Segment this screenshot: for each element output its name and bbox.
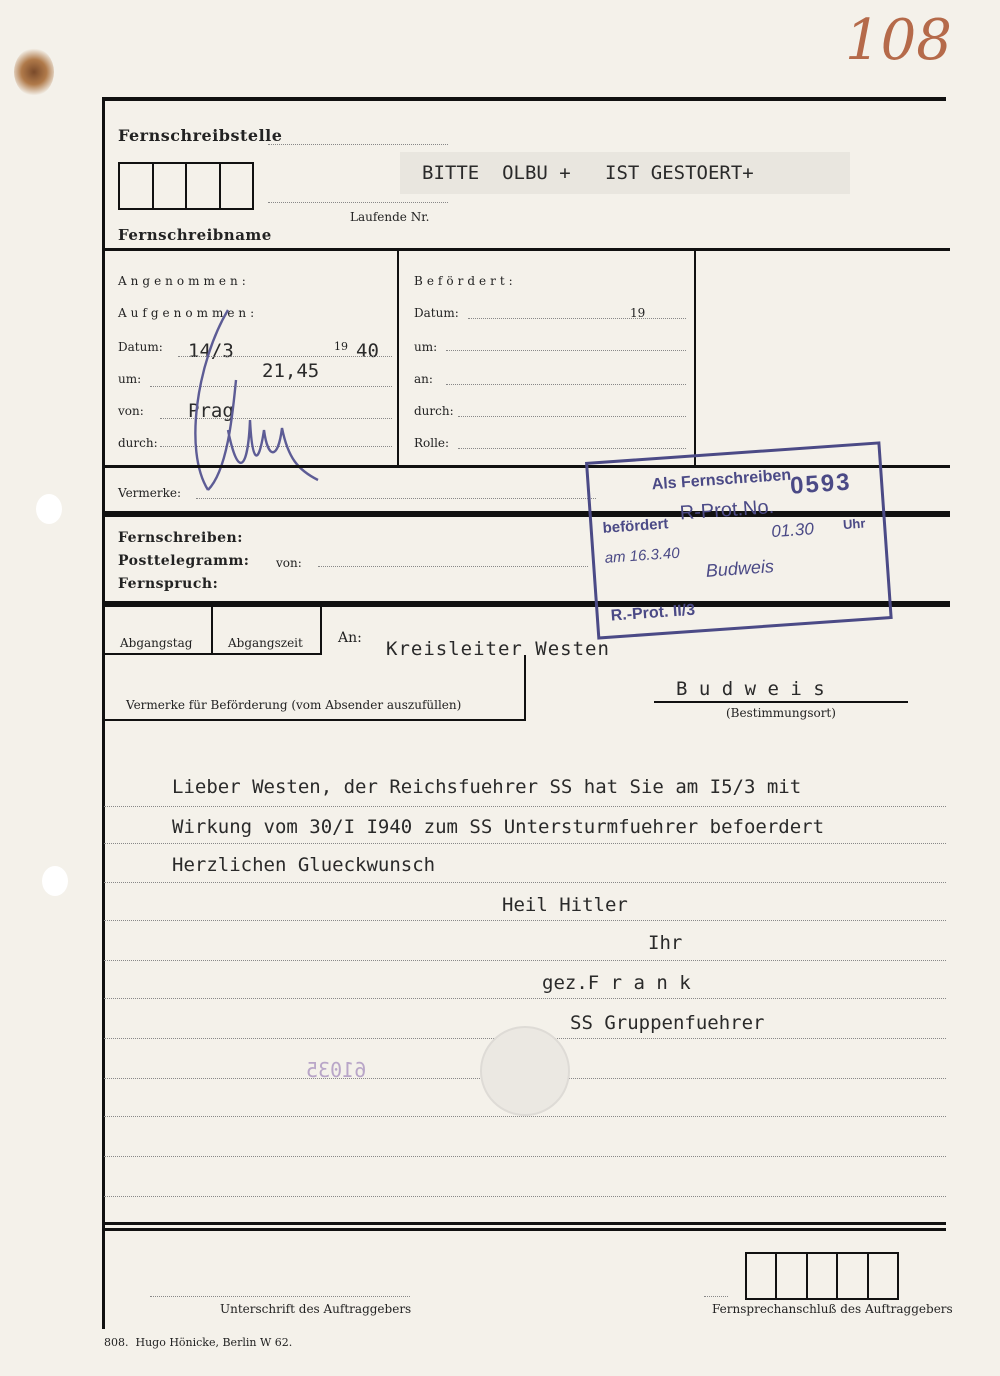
message-line-6: gez.F r a n k [542, 972, 691, 994]
received-title: Angenommen: [118, 274, 250, 288]
message-line-7: SS Gruppenfuehrer [570, 1012, 765, 1034]
time-label: um: [118, 372, 142, 386]
phone-type: Fernspruch: [118, 576, 219, 592]
message-line-3: Herzlichen Glueckwunsch [172, 854, 436, 876]
recorded-label: Aufgenommen: [118, 306, 259, 320]
recipient: Kreisleiter Westen [386, 638, 610, 660]
date-value: 14/3 [188, 340, 234, 362]
teletype-name-label: Fernschreibname [118, 226, 272, 244]
message-line-2: Wirkung vom 30/I I940 zum SS Untersturmfuehrer befoerdert [172, 816, 825, 838]
year-prefix: 19 [334, 340, 348, 353]
by-label: durch: [118, 436, 158, 450]
from-label: von: [118, 404, 144, 418]
signature-scribble [188, 300, 328, 500]
fwd-by-label: durch: [414, 404, 454, 418]
running-no-label: Laufende Nr. [350, 210, 430, 224]
phone-label: Fernsprechanschluß des Auftraggebers [712, 1302, 953, 1316]
fwd-year-prefix: 19 [630, 306, 646, 320]
station-label: Fernschreibstelle [118, 126, 283, 145]
fwd-time-label: um: [414, 340, 438, 354]
message-line-4: Heil Hitler [502, 894, 628, 916]
telegram-type: Posttelegramm: [118, 553, 250, 569]
telex-type: Fernschreiben: [118, 530, 243, 546]
destination-label: (Bestimmungsort) [726, 706, 836, 720]
message-line-1: Lieber Westen, der Reichsfuehrer SS hat Sie am I5/3 mit [172, 776, 802, 798]
punch-hole [36, 494, 62, 524]
mirrored-number: 61035 [306, 1058, 367, 1082]
forwarding-notes-label: Vermerke für Beförderung (vom Absender auszufüllen) [126, 698, 462, 712]
stain-mark [14, 48, 54, 96]
fwd-date-label: Datum: [414, 306, 459, 320]
year-value: 40 [356, 340, 379, 362]
destination: B u d w e i s [676, 678, 825, 700]
page-number: 108 [845, 8, 952, 73]
from-value: Prag [188, 400, 234, 422]
dispatch-to-label: An: [338, 630, 362, 646]
forwarding-stamp: Als Fernschreiben befördert R-Prot.No. 0593 am 16.3.40 01.30 Uhr Budweis R.-Prot. II/3 [585, 441, 893, 639]
types-from-label: von: [276, 556, 302, 570]
signature-label: Unterschrift des Auftraggebers [220, 1302, 412, 1316]
time-value: 21,45 [262, 360, 320, 382]
dispatch-day-label: Abgangstag [120, 636, 193, 650]
fwd-to-label: an: [414, 372, 433, 386]
dispatch-time-label: Abgangszeit [228, 636, 303, 650]
station-boxes [118, 162, 254, 210]
phone-number-boxes [745, 1252, 899, 1300]
forwarded-title: Befördert: [414, 274, 517, 288]
fwd-roll-label: Rolle: [414, 436, 450, 450]
date-label: Datum: [118, 340, 163, 354]
punch-hole [42, 866, 68, 896]
printer-imprint: 808. Hugo Hönicke, Berlin W 62. [104, 1336, 293, 1349]
round-seal [480, 1026, 570, 1116]
notice-text: BITTE OLBU + IST GESTOERT+ [422, 162, 754, 184]
message-line-5: Ihr [648, 932, 683, 954]
remarks-label: Vermerke: [118, 486, 182, 500]
